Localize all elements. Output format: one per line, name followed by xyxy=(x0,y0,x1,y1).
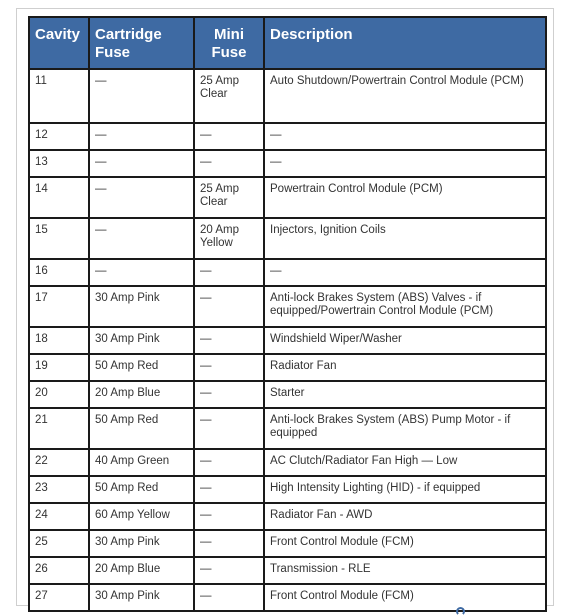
header-cartridge-fuse: Cartridge Fuse xyxy=(89,17,194,69)
cell-description: Starter xyxy=(264,381,546,408)
cell-description: High Intensity Lighting (HID) - if equipped xyxy=(264,476,546,503)
cell-cavity: 13 xyxy=(29,150,89,177)
cell-cartridge: 50 Amp Red xyxy=(89,476,194,503)
cell-cartridge: — xyxy=(89,150,194,177)
cell-cartridge: 20 Amp Blue xyxy=(89,381,194,408)
cell-cartridge: 50 Amp Red xyxy=(89,354,194,381)
table-row xyxy=(29,476,546,503)
cell-cavity: 12 xyxy=(29,123,89,150)
cell-mini: — xyxy=(194,327,264,354)
table-row xyxy=(29,381,546,408)
cell-cartridge: 30 Amp Pink xyxy=(89,584,194,611)
cell-cartridge: — xyxy=(89,69,194,123)
cell-cavity: 23 xyxy=(29,476,89,503)
cell-cavity: 22 xyxy=(29,449,89,476)
cell-description: Front Control Module (FCM) xyxy=(264,584,546,611)
cell-mini: — xyxy=(194,259,264,286)
cell-mini: — xyxy=(194,408,264,449)
table-row xyxy=(29,408,546,449)
cell-cavity: 26 xyxy=(29,557,89,584)
table-row xyxy=(29,503,546,530)
table-row xyxy=(29,218,546,259)
cell-description: Auto Shutdown/Powertrain Control Module (PCM) xyxy=(264,69,546,123)
cell-cavity: 15 xyxy=(29,218,89,259)
table-row xyxy=(29,449,546,476)
header-mini-fuse: Mini Fuse xyxy=(194,17,264,69)
cell-cartridge: 40 Amp Green xyxy=(89,449,194,476)
cell-cavity: 16 xyxy=(29,259,89,286)
cell-mini: — xyxy=(194,286,264,327)
cell-mini: — xyxy=(194,503,264,530)
fuse-table xyxy=(28,16,547,612)
cell-cavity: 20 xyxy=(29,381,89,408)
cell-cartridge: 30 Amp Pink xyxy=(89,286,194,327)
cell-mini: — xyxy=(194,123,264,150)
cell-cavity: 17 xyxy=(29,286,89,327)
cell-description: Radiator Fan xyxy=(264,354,546,381)
table-row xyxy=(29,150,546,177)
cell-cavity: 25 xyxy=(29,530,89,557)
cell-cavity: 11 xyxy=(29,69,89,123)
table-row xyxy=(29,286,546,327)
cell-description: Powertrain Control Module (PCM) xyxy=(264,177,546,218)
cell-cartridge: 60 Amp Yellow xyxy=(89,503,194,530)
table-row xyxy=(29,259,546,286)
cell-mini: — xyxy=(194,476,264,503)
cell-mini: — xyxy=(194,150,264,177)
cell-cartridge: 20 Amp Blue xyxy=(89,557,194,584)
cell-cavity: 14 xyxy=(29,177,89,218)
table-row xyxy=(29,177,546,218)
cell-cavity: 18 xyxy=(29,327,89,354)
cell-description: Transmission - RLE xyxy=(264,557,546,584)
table-row xyxy=(29,69,546,123)
cell-cartridge: 30 Amp Pink xyxy=(89,327,194,354)
cell-cartridge: — xyxy=(89,218,194,259)
cell-mini: — xyxy=(194,449,264,476)
cell-cartridge: — xyxy=(89,177,194,218)
cell-mini: — xyxy=(194,530,264,557)
cell-cavity: 27 xyxy=(29,584,89,611)
table-row xyxy=(29,557,546,584)
cell-cavity: 24 xyxy=(29,503,89,530)
fuse-table-body xyxy=(29,69,546,611)
cell-cartridge: 30 Amp Pink xyxy=(89,530,194,557)
table-row xyxy=(29,354,546,381)
scroll-indicator-icon xyxy=(456,607,465,616)
cell-mini: 25 Amp Clear xyxy=(194,69,264,123)
table-row xyxy=(29,530,546,557)
cell-description: Windshield Wiper/Washer xyxy=(264,327,546,354)
table-row xyxy=(29,584,546,611)
cell-mini: 20 Amp Yellow xyxy=(194,218,264,259)
cell-mini: 25 Amp Clear xyxy=(194,177,264,218)
cell-mini: — xyxy=(194,381,264,408)
cell-description: — xyxy=(264,259,546,286)
cell-description: AC Clutch/Radiator Fan High — Low xyxy=(264,449,546,476)
cell-cartridge: — xyxy=(89,259,194,286)
cell-cartridge: 50 Amp Red xyxy=(89,408,194,449)
cell-description: Injectors, Ignition Coils xyxy=(264,218,546,259)
cell-description: Anti-lock Brakes System (ABS) Valves - if equipped/Powertrain Control Module (PCM) xyxy=(264,286,546,327)
header-cavity: Cavity xyxy=(29,17,89,69)
cell-cavity: 21 xyxy=(29,408,89,449)
cell-description: Anti-lock Brakes System (ABS) Pump Motor - if equipped xyxy=(264,408,546,449)
cell-cavity: 19 xyxy=(29,354,89,381)
cell-description: — xyxy=(264,150,546,177)
table-row xyxy=(29,327,546,354)
cell-description: — xyxy=(264,123,546,150)
cell-mini: — xyxy=(194,584,264,611)
header-description: Description xyxy=(264,17,546,69)
cell-description: Radiator Fan - AWD xyxy=(264,503,546,530)
cell-description: Front Control Module (FCM) xyxy=(264,530,546,557)
table-header-row xyxy=(29,17,546,69)
cell-mini: — xyxy=(194,557,264,584)
cell-mini: — xyxy=(194,354,264,381)
table-row xyxy=(29,123,546,150)
cell-cartridge: — xyxy=(89,123,194,150)
